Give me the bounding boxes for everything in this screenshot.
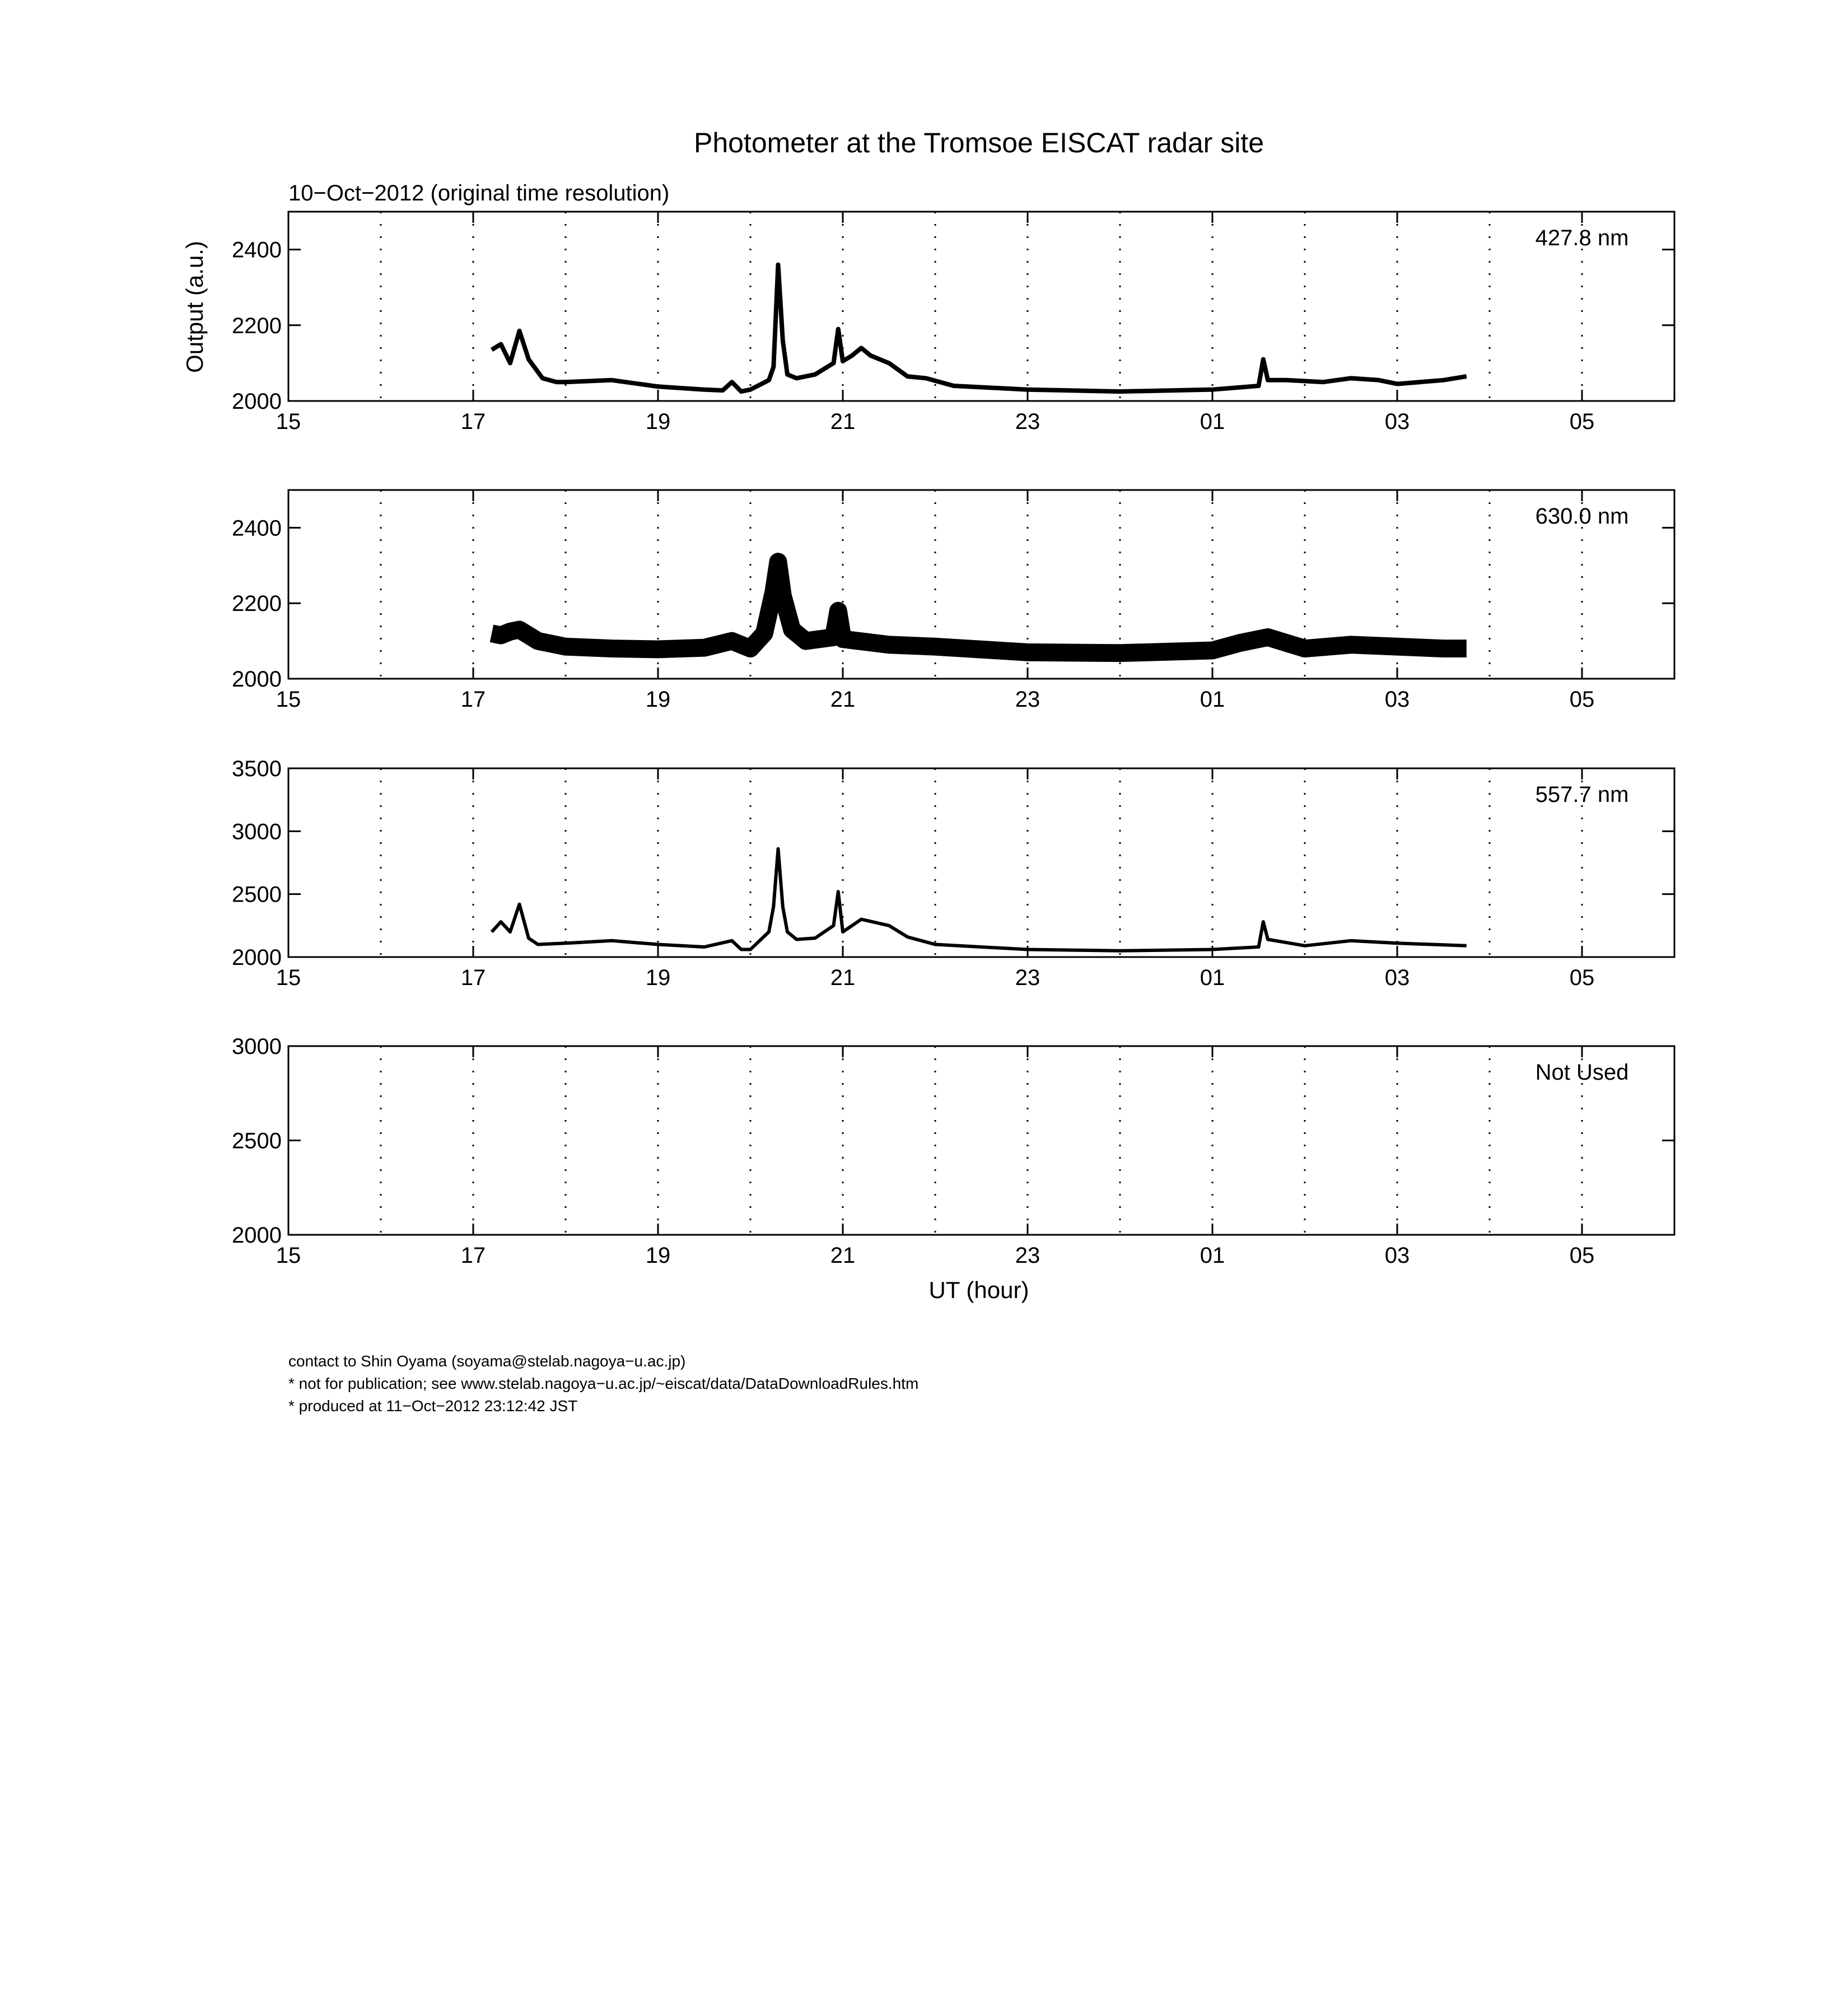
y-tick-label: 2400 — [232, 237, 282, 263]
y-tick-label: 3000 — [232, 819, 282, 844]
x-tick-label: 01 — [1200, 965, 1225, 990]
x-tick-label: 01 — [1200, 687, 1225, 712]
y-tick-label: 2000 — [232, 1223, 282, 1248]
series-line — [492, 562, 1467, 653]
x-tick-label: 01 — [1200, 409, 1225, 434]
x-tick-label: 15 — [276, 965, 301, 990]
plot-frame — [288, 1046, 1674, 1235]
y-tick-label: 2400 — [232, 516, 282, 541]
x-tick-label: 15 — [276, 687, 301, 712]
x-tick-label: 15 — [276, 1243, 301, 1268]
panel-2 — [232, 490, 1674, 712]
figure-title: Photometer at the Tromsoe EISCAT radar site — [693, 127, 1264, 158]
x-tick-label: 05 — [1569, 965, 1595, 990]
plot-frame — [288, 212, 1674, 401]
footer-produced-at: * produced at 11−Oct−2012 23:12:42 JST — [288, 1397, 578, 1415]
series-line — [492, 849, 1467, 951]
x-tick-label: 23 — [1015, 687, 1040, 712]
y-axis-label: Output (a.u.) — [181, 241, 208, 373]
x-tick-label: 23 — [1015, 1243, 1040, 1268]
x-tick-label: 19 — [645, 409, 671, 434]
panel-label: Not Used — [1535, 1060, 1629, 1085]
y-tick-label: 2200 — [232, 313, 282, 338]
x-tick-label: 05 — [1569, 409, 1595, 434]
y-tick-label: 2000 — [232, 667, 282, 692]
x-tick-label: 17 — [460, 409, 486, 434]
series-line — [492, 265, 1467, 391]
y-tick-label: 2000 — [232, 945, 282, 970]
y-tick-label: 2000 — [232, 389, 282, 414]
x-tick-label: 03 — [1384, 965, 1410, 990]
x-tick-label: 23 — [1015, 409, 1040, 434]
x-tick-label: 17 — [460, 687, 486, 712]
x-tick-label: 19 — [645, 965, 671, 990]
x-tick-label: 05 — [1569, 687, 1595, 712]
figure-subtitle: 10−Oct−2012 (original time resolution) — [288, 181, 670, 206]
x-tick-label: 17 — [460, 1243, 486, 1268]
y-tick-label: 2500 — [232, 882, 282, 907]
x-tick-label: 03 — [1384, 409, 1410, 434]
x-tick-label: 19 — [645, 1243, 671, 1268]
panel-label: 557.7 nm — [1535, 782, 1629, 807]
x-tick-label: 03 — [1384, 687, 1410, 712]
panel-label: 427.8 nm — [1535, 226, 1629, 250]
x-tick-label: 03 — [1384, 1243, 1410, 1268]
x-tick-label: 21 — [830, 965, 856, 990]
footer-publication-note: * not for publication; see www.stelab.nagoya−u.ac.jp/~eiscat/data/DataDownloadRules.htm — [288, 1375, 919, 1392]
x-tick-label: 21 — [830, 1243, 856, 1268]
y-tick-label: 3500 — [232, 757, 282, 781]
x-tick-label: 21 — [830, 687, 856, 712]
y-tick-label: 3000 — [232, 1034, 282, 1059]
x-tick-label: 05 — [1569, 1243, 1595, 1268]
panel-3 — [232, 757, 1674, 990]
x-tick-label: 21 — [830, 409, 856, 434]
footer-contact: contact to Shin Oyama (soyama@stelab.nagoya−u.ac.jp) — [288, 1352, 686, 1370]
y-tick-label: 2200 — [232, 591, 282, 617]
panel-1 — [232, 212, 1674, 434]
x-axis-label: UT (hour) — [928, 1277, 1029, 1303]
x-tick-label: 17 — [460, 965, 486, 990]
x-tick-label: 19 — [645, 687, 671, 712]
x-tick-label: 01 — [1200, 1243, 1225, 1268]
panel-label: 630.0 nm — [1535, 504, 1629, 529]
x-tick-label: 15 — [276, 409, 301, 434]
panel-4 — [232, 1034, 1674, 1268]
y-tick-label: 2500 — [232, 1128, 282, 1154]
panels-group — [232, 212, 1674, 1268]
x-tick-label: 23 — [1015, 965, 1040, 990]
